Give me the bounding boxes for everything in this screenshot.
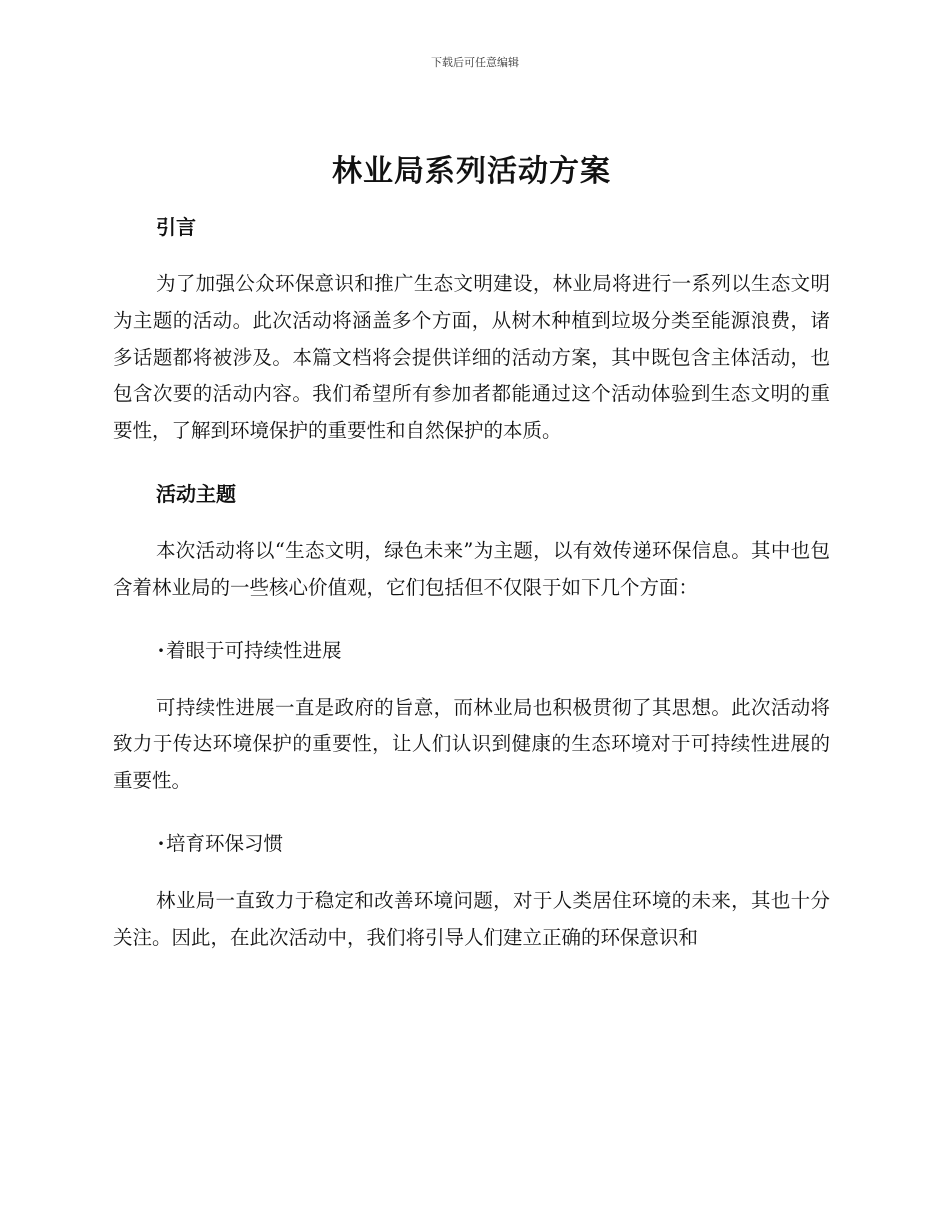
intro-paragraph: 为了加强公众环保意识和推广生态文明建设，林业局将进行一系列以生态文明为主题的活动。此次活动将涵盖多个方面，从树木种植到垃圾分类至能源浪费，诸多话题都将被涉及。本篇文档将会提供详细的活动方案，其中既包含主体活动，也包含次要的活动内容。我们希望所有参加者都能通过这个活动体验到生态文明的重要性，了解到环境保护的重要性和自然保护的本质。 <box>113 272 830 443</box>
section-heading-intro: 引言 <box>156 215 196 239</box>
bullet-marker: · <box>157 831 165 855</box>
spacer <box>113 244 830 266</box>
bullet-marker: · <box>157 638 165 662</box>
document-title: 林业局系列活动方案 <box>332 154 611 189</box>
spacer <box>113 511 830 533</box>
bullet-label: 培育环保习惯 <box>166 831 284 855</box>
spacer <box>113 861 830 883</box>
bullet-paragraph: 可持续性进展一直是政府的旨意，而林业局也积极贯彻了其思想。此次活动将致力于传达环境保护的重要性，让人们认识到健康的生态环境对于可持续性进展的重要性。 <box>113 695 830 793</box>
bullet-item <box>113 634 830 668</box>
bullet-item <box>113 827 830 861</box>
theme-paragraph: 本次活动将以“生态文明，绿色未来”为主题，以有效传递环保信息。其中也包含着林业局的一些核心价值观，它们包括但不仅限于如下几个方面： <box>113 538 830 599</box>
spacer <box>113 450 830 477</box>
spacer <box>113 194 830 210</box>
document-body <box>113 150 830 957</box>
section-heading-theme: 活动主题 <box>156 481 236 506</box>
spacer <box>113 607 830 634</box>
running-header: 下载后可任意编辑 <box>431 56 519 69</box>
spacer <box>113 668 830 690</box>
bullet-label: 着眼于可持续性进展 <box>166 638 342 662</box>
bullet-paragraph: 林业局一直致力于稳定和改善环境问题，对于人类居住环境的未来，其也十分关注。因此，在此次活动中，我们将引导人们建立正确的环保意识和 <box>113 888 830 949</box>
spacer <box>113 800 830 827</box>
